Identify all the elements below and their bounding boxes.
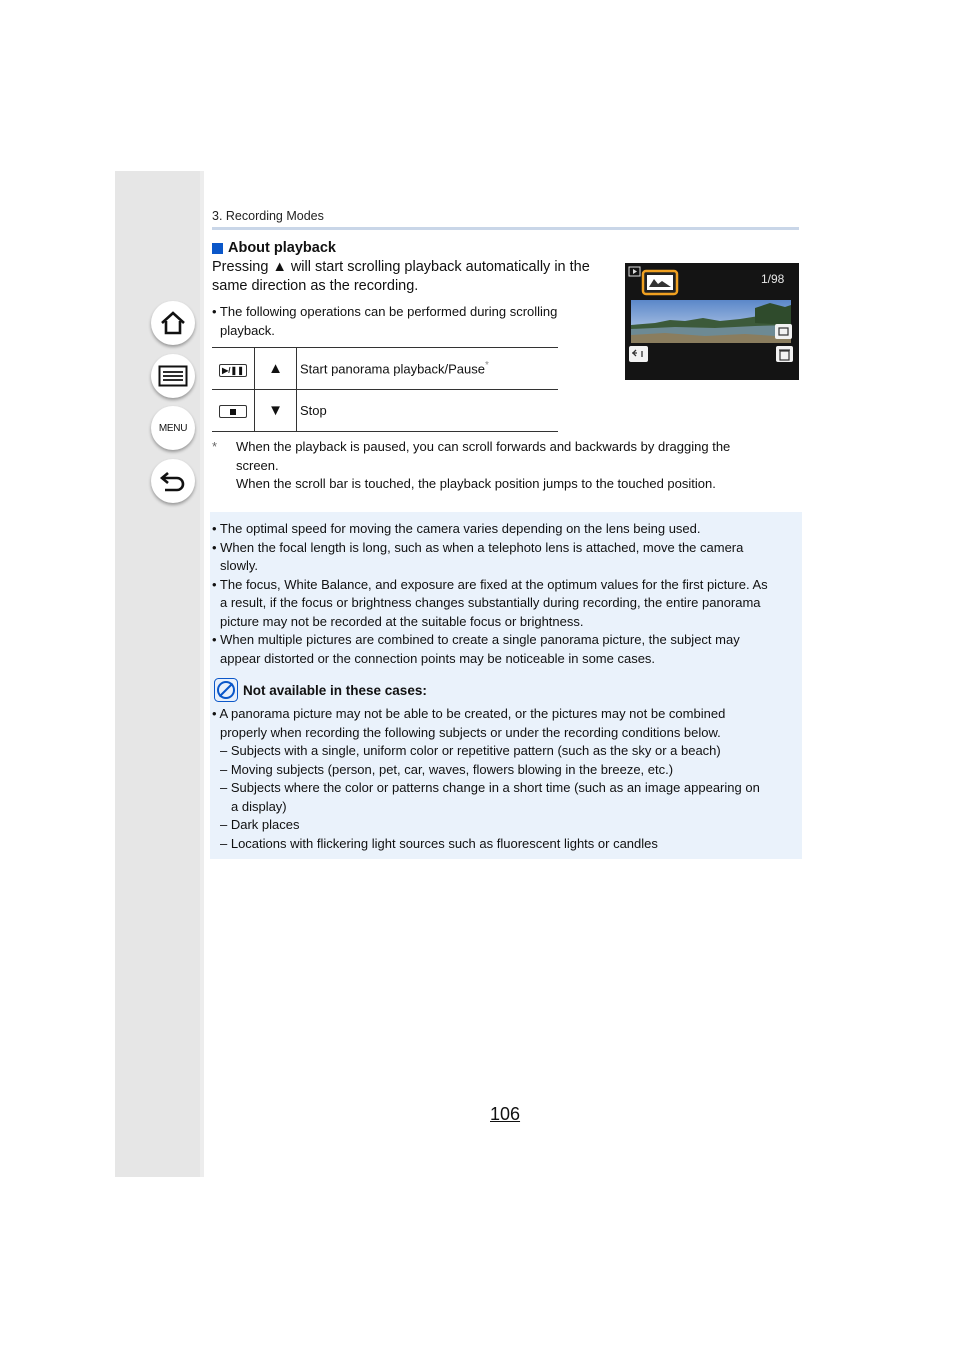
- operations-bullet-line-1: • The following operations can be performed during scrolling: [212, 304, 558, 319]
- list-item: • The optimal speed for moving the camera varies depending on the lens being used.: [212, 521, 701, 536]
- operation-label: Stop: [300, 403, 327, 418]
- footnote: [212, 438, 792, 494]
- footnote-line-1: When the playback is paused, you can scroll forwards and backwards by dragging the: [236, 439, 731, 454]
- list-item: • When multiple pictures are combined to create a single panorama picture, the subject may appear distorted or the connection points may be noticeable in some cases.: [212, 632, 740, 666]
- operations-bullet-line-2: playback.: [220, 322, 275, 338]
- play-pause-icon: ▶/❚❚: [219, 364, 247, 377]
- list-item: – Moving subjects (person, pet, car, waves, flowers blowing in the breeze, etc.): [220, 761, 674, 777]
- list-item: – Subjects with a single, uniform color or repetitive pattern (such as the sky or a beach): [220, 743, 721, 758]
- playback-icon: [629, 267, 640, 276]
- list-item: – Locations with flickering light sources such as fluorescent lights or candles: [220, 835, 658, 851]
- list-item: • The focus, White Balance, and exposure are fixed at the optimum values for the first picture. As a result, if the focus or brightness changes substantially during recording, the entire panorama picture may not be recorded at the suitable focus or brightness.: [212, 576, 768, 629]
- not-available-icon: [214, 678, 238, 702]
- delete-icon[interactable]: [776, 346, 793, 362]
- not-available-title: [214, 678, 427, 702]
- home-icon: [159, 309, 187, 337]
- not-available-list: [212, 705, 798, 853]
- grid-icon[interactable]: [775, 324, 792, 339]
- breadcrumb: 3. Recording Modes: [212, 209, 324, 223]
- intro-line-1: Pressing ▲ will start scrolling playback automatically in the: [212, 259, 590, 275]
- list-item: • When the focal length is long, such as when a telephoto lens is attached, move the camera slowly.: [212, 539, 744, 573]
- section-title-text: About playback: [228, 240, 336, 256]
- panorama-playback-icon[interactable]: [643, 271, 677, 294]
- page-number: 106: [490, 1104, 521, 1124]
- operations-bullet: [212, 303, 600, 340]
- list-icon: [158, 365, 188, 387]
- footnote-mark: *: [212, 439, 218, 454]
- contents-button[interactable]: [151, 354, 195, 398]
- menu-button[interactable]: [151, 406, 195, 450]
- image-counter: 1/98: [761, 272, 785, 286]
- panorama-image: [631, 300, 791, 343]
- header-rule: [212, 227, 799, 230]
- list-item: • A panorama picture may not be able to be created, or the pictures may not be combined properly when recording the following subjects or under the recording conditions below.: [212, 706, 726, 740]
- footnote-mark: *: [485, 360, 489, 372]
- intro-line-2: same direction as the recording.: [212, 278, 419, 294]
- list-item: – Subjects where the color or patterns change in a short time (such as an image appearing on a display): [220, 780, 760, 814]
- back-button[interactable]: [151, 459, 195, 503]
- section-square-icon: [212, 243, 223, 254]
- section-title: [212, 240, 336, 256]
- stop-icon: [219, 405, 247, 418]
- caution-list: [212, 520, 798, 668]
- table-row: [212, 390, 558, 432]
- return-arrow-icon: [159, 468, 187, 494]
- sidebar-edge: [200, 171, 204, 1177]
- operation-label: Start panorama playback/Pause: [300, 361, 485, 377]
- footnote-line-3: When the scroll bar is touched, the playback position jumps to the touched position.: [236, 476, 716, 491]
- camera-screen: [625, 263, 799, 380]
- up-arrow-icon: ▲: [255, 348, 297, 390]
- not-available-title-text: Not available in these cases:: [243, 682, 427, 698]
- list-item: – Dark places: [220, 817, 300, 832]
- down-arrow-icon: ▼: [255, 390, 297, 432]
- menu-label: MENU: [158, 422, 188, 434]
- home-button[interactable]: [151, 301, 195, 345]
- operations-table: [212, 347, 558, 432]
- footnote-line-2: screen.: [236, 457, 279, 473]
- table-row: [212, 348, 558, 390]
- return-icon[interactable]: [629, 346, 648, 362]
- intro-paragraph: [212, 258, 612, 296]
